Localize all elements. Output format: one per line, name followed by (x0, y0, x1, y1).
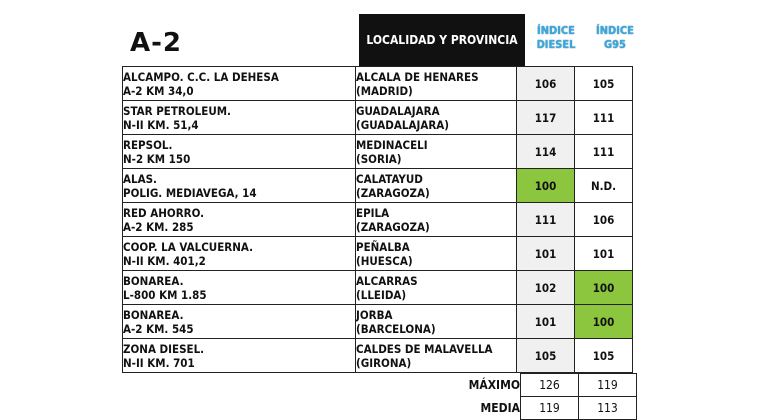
summary-table (122, 373, 637, 420)
diesel-index: 106 (517, 67, 575, 101)
header-g95-line2: G95 (604, 38, 626, 51)
station-name: BONAREA. (123, 273, 184, 288)
g95-index: 111 (575, 101, 633, 135)
table-row (123, 101, 633, 135)
station-address: A-2 KM 34,0 (123, 83, 194, 98)
location-cell (356, 169, 517, 203)
locality: JORBA (356, 307, 393, 322)
diesel-index: 100 (517, 169, 575, 203)
location-cell (356, 339, 517, 373)
station-cell (123, 237, 356, 271)
station-name: ALAS. (123, 171, 157, 186)
header-indice-g95 (585, 24, 645, 52)
station-address: L-800 KM 1.85 (123, 287, 207, 302)
locality: ALCARRAS (356, 273, 418, 288)
diesel-index: 102 (517, 271, 575, 305)
location-cell (356, 305, 517, 339)
province: (LLEIDA) (356, 287, 407, 302)
table-row (123, 169, 633, 203)
table-row (123, 305, 633, 339)
station-address: A-2 KM. 545 (123, 321, 194, 336)
locality: EPILA (356, 205, 390, 220)
g95-index: 100 (575, 271, 633, 305)
header-diesel-line1: ÍNDICE (537, 24, 575, 37)
station-name: RED AHORRO. (123, 205, 205, 220)
station-address: A-2 KM. 285 (123, 219, 194, 234)
locality: ALCALA DE HENARES (356, 69, 479, 84)
station-name: REPSOL. (123, 137, 173, 152)
province: (SORIA) (356, 151, 402, 166)
station-name: COOP. LA VALCUERNA. (123, 239, 254, 254)
header-g95-line1: ÍNDICE (596, 24, 634, 37)
diesel-index: 101 (517, 305, 575, 339)
diesel-index: 117 (517, 101, 575, 135)
station-address: N-II KM. 401,2 (123, 253, 206, 268)
diesel-index: 101 (517, 237, 575, 271)
province: (GUADALAJARA) (356, 117, 450, 132)
summary-label: MÁXIMO (468, 378, 520, 392)
table-row (123, 135, 633, 169)
province: (ZARAGOZA) (356, 185, 430, 200)
summary-diesel: 126 (521, 374, 579, 397)
station-name: BONAREA. (123, 307, 184, 322)
location-cell (356, 237, 517, 271)
locality: PEÑALBA (356, 239, 410, 254)
g95-index: 105 (575, 339, 633, 373)
g95-index: 101 (575, 237, 633, 271)
station-cell (123, 135, 356, 169)
province: (ZARAGOZA) (356, 219, 430, 234)
station-cell (123, 305, 356, 339)
station-name: ZONA DIESEL. (123, 341, 205, 356)
summary-row (122, 397, 637, 420)
station-address: N-II KM. 701 (123, 355, 195, 370)
summary-g95: 119 (579, 374, 637, 397)
table-row (123, 271, 633, 305)
g95-index: 100 (575, 305, 633, 339)
summary-row (122, 374, 637, 397)
locality: GUADALAJARA (356, 103, 440, 118)
province: (MADRID) (356, 83, 413, 98)
station-address: N-II KM. 51,4 (123, 117, 199, 132)
summary-g95: 113 (579, 397, 637, 420)
diesel-index: 105 (517, 339, 575, 373)
g95-index: 106 (575, 203, 633, 237)
station-cell (123, 339, 356, 373)
location-cell (356, 101, 517, 135)
station-cell (123, 169, 356, 203)
province: (HUESCA) (356, 253, 413, 268)
g95-index: 105 (575, 67, 633, 101)
province: (GIRONA) (356, 355, 412, 370)
summary-diesel: 119 (521, 397, 579, 420)
location-cell (356, 67, 517, 101)
location-cell (356, 135, 517, 169)
page-title: A-2 (130, 28, 183, 58)
header-diesel-line2: DIESEL (536, 38, 576, 51)
station-cell (123, 67, 356, 101)
province: (BARCELONA) (356, 321, 436, 336)
station-cell (123, 271, 356, 305)
locality: MEDINACELI (356, 137, 428, 152)
table-row (123, 339, 633, 373)
table-row (123, 67, 633, 101)
location-cell (356, 271, 517, 305)
location-cell (356, 203, 517, 237)
header-localidad: LOCALIDAD Y PROVINCIA (359, 14, 525, 66)
g95-index: 111 (575, 135, 633, 169)
station-cell (123, 101, 356, 135)
station-name: ALCAMPO. C.C. LA DEHESA (123, 69, 279, 84)
summary-label: MEDIA (480, 401, 520, 415)
table-row (123, 203, 633, 237)
locality: CALDES DE MALAVELLA (356, 341, 493, 356)
header-indice-diesel (526, 24, 586, 52)
diesel-index: 114 (517, 135, 575, 169)
station-address: N-2 KM 150 (123, 151, 191, 166)
stations-table (122, 66, 633, 373)
station-name: STAR PETROLEUM. (123, 103, 231, 118)
diesel-index: 111 (517, 203, 575, 237)
locality: CALATAYUD (356, 171, 423, 186)
station-address: POLIG. MEDIAVEGA, 14 (123, 185, 257, 200)
station-cell (123, 203, 356, 237)
g95-index: N.D. (575, 169, 633, 203)
table-row (123, 237, 633, 271)
